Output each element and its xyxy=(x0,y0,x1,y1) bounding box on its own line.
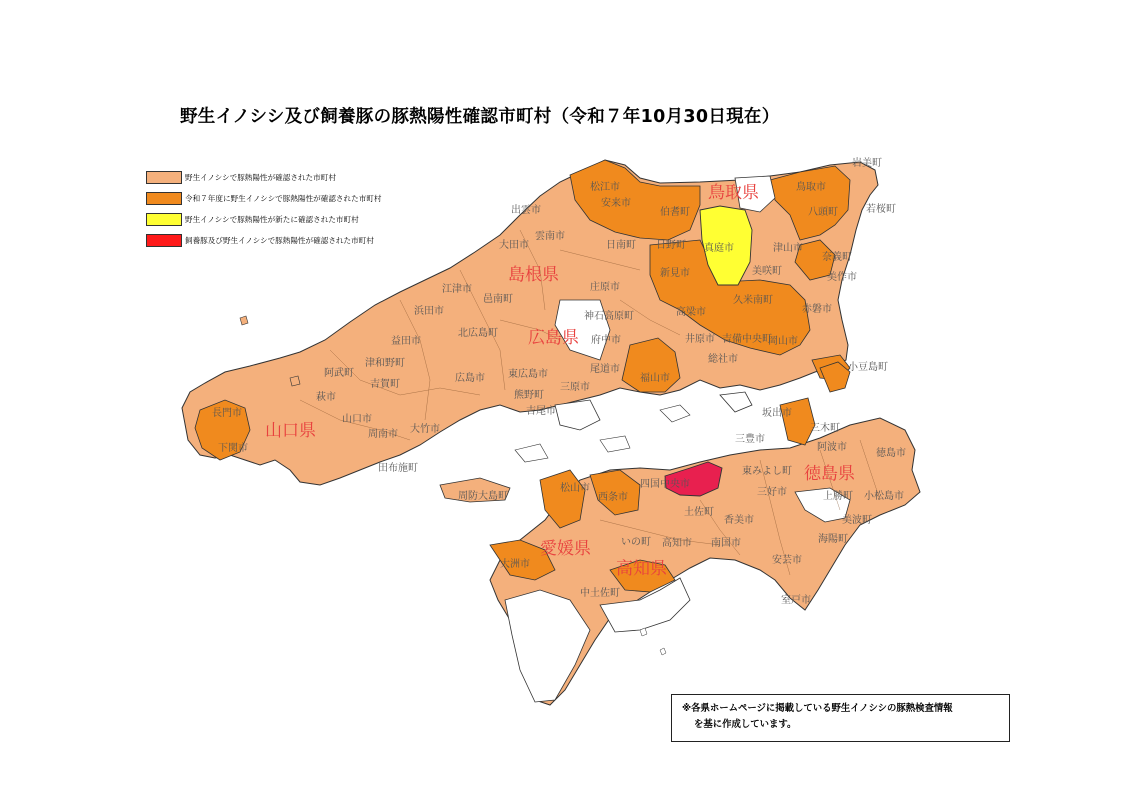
legend-label: 飼養豚及び野生イノシシで豚熱陽性が確認された市町村 xyxy=(185,236,374,245)
muni-label: 東広島市 xyxy=(508,369,548,380)
island xyxy=(600,436,630,452)
muni-label: 大竹市 xyxy=(410,424,440,435)
muni-label: 東みよし町 xyxy=(742,466,792,477)
muni-label: 日南町 xyxy=(606,240,636,251)
muni-label: 雲南市 xyxy=(535,231,565,242)
muni-label: 土佐町 xyxy=(684,507,714,518)
legend-label: 野生イノシシで豚熱陽性が新たに確認された市町村 xyxy=(185,215,359,224)
island xyxy=(290,376,300,386)
pref-label-tokushima: 徳島県 xyxy=(804,464,855,484)
muni-label: 尾道市 xyxy=(590,364,620,375)
legend-label: 令和７年度に野生イノシシで豚熱陽性が確認された市町村 xyxy=(185,194,382,203)
muni-label: 萩市 xyxy=(316,392,336,403)
muni-label: 広島市 xyxy=(455,373,485,384)
muni-label: 岡山市 xyxy=(768,336,798,347)
muni-label: 福山市 xyxy=(640,373,670,384)
muni-label: 庄原市 xyxy=(590,282,620,293)
muni-label: 熊野町 xyxy=(514,390,544,401)
muni-label: 津和野町 xyxy=(365,358,405,369)
muni-label: 北広島町 xyxy=(458,328,498,339)
muni-label: 吉賀町 xyxy=(370,379,400,390)
muni-label: 阿波市 xyxy=(817,442,847,453)
muni-label: 若桜町 xyxy=(866,204,896,215)
muni-label: 三木町 xyxy=(810,423,840,434)
muni-label: 出雲市 xyxy=(511,205,541,216)
muni-label: 松江市 xyxy=(590,182,620,193)
muni-label: 長門市 xyxy=(212,408,242,419)
muni-label: 海陽町 xyxy=(818,534,848,545)
muni-label: 周南市 xyxy=(368,429,398,440)
muni-label: 益田市 xyxy=(391,336,421,347)
muni-label: 小松島市 xyxy=(864,491,904,502)
muni-label: 安芸市 xyxy=(772,555,802,566)
muni-label: 浜田市 xyxy=(414,306,444,317)
island xyxy=(515,444,548,462)
muni-label: 岩美町 xyxy=(852,158,882,169)
pref-label-tottori: 鳥取県 xyxy=(708,183,759,203)
island xyxy=(660,405,690,422)
legend-label: 野生イノシシで豚熱陽性が確認された市町村 xyxy=(185,173,336,182)
pref-label-hiroshima: 広島県 xyxy=(528,328,579,348)
muni-label: 三豊市 xyxy=(735,434,765,445)
muni-label: 周防大島町 xyxy=(458,491,508,502)
note-line-1: ※各県ホームページに掲載している野生イノシシの豚熱検査情報 xyxy=(682,703,953,714)
note-line-2: を基に作成しています。 xyxy=(694,719,797,730)
pref-label-yamaguchi: 山口県 xyxy=(265,421,316,441)
muni-label: 吉尾市 xyxy=(526,406,556,417)
muni-label: 坂出市 xyxy=(762,408,792,419)
muni-label: 神石高原町 xyxy=(584,311,634,322)
muni-label: 下関市 xyxy=(218,443,248,454)
muni-label: 真庭市 xyxy=(704,243,734,254)
muni-label: 高知市 xyxy=(662,538,692,549)
muni-label: 南国市 xyxy=(711,538,741,549)
muni-label: 田布施町 xyxy=(378,463,418,474)
muni-label: 総社市 xyxy=(708,354,738,365)
muni-label: 徳島市 xyxy=(876,448,906,459)
muni-label: 日野町 xyxy=(656,240,686,251)
muni-label: 久米南町 xyxy=(733,295,773,306)
pref-label-ehime: 愛媛県 xyxy=(540,539,591,559)
muni-label: 四国中央市 xyxy=(640,479,690,490)
page-title: 野生イノシシ及び飼養豚の豚熱陽性確認市町村（令和７年10月30日現在） xyxy=(180,107,780,127)
muni-label: 府中市 xyxy=(591,335,621,346)
source-note xyxy=(671,694,1010,742)
muni-label: 津山市 xyxy=(773,243,803,254)
muni-label: 奈義町 xyxy=(822,252,852,263)
muni-label: 美作市 xyxy=(827,272,857,283)
island xyxy=(240,316,248,325)
muni-label: 安来市 xyxy=(601,198,631,209)
muni-label: 中土佐町 xyxy=(580,588,620,599)
muni-label: 八頭町 xyxy=(808,207,838,218)
island xyxy=(555,400,600,430)
muni-label: 高梁市 xyxy=(676,307,706,318)
muni-label: 美波町 xyxy=(842,515,872,526)
muni-label: 室戸市 xyxy=(781,595,811,606)
muni-label: 邑南町 xyxy=(483,294,513,305)
muni-label: 西条市 xyxy=(598,492,628,503)
muni-label: いの町 xyxy=(621,537,651,548)
muni-label: 大洲市 xyxy=(500,559,530,570)
pref-label-kochi: 高知県 xyxy=(616,559,667,579)
muni-label: 吉備中央町 xyxy=(722,334,772,345)
muni-label: 大田市 xyxy=(499,240,529,251)
muni-label: 上勝町 xyxy=(823,491,853,502)
muni-label: 松山市 xyxy=(560,483,590,494)
muni-label: 小豆島町 xyxy=(848,362,888,373)
muni-label: 三好市 xyxy=(757,487,787,498)
muni-label: 伯耆町 xyxy=(660,207,690,218)
region-positive-this-year xyxy=(780,398,815,445)
pref-label-shimane: 島根県 xyxy=(508,265,559,285)
muni-label: 阿武町 xyxy=(324,368,354,379)
muni-label: 三原市 xyxy=(560,382,590,393)
muni-label: 美咲町 xyxy=(752,266,782,277)
muni-label: 赤磐市 xyxy=(802,304,832,315)
island xyxy=(720,392,752,412)
muni-label: 香美市 xyxy=(724,515,754,526)
muni-label: 鳥取市 xyxy=(796,182,826,193)
muni-label: 山口市 xyxy=(342,414,372,425)
muni-label: 江津市 xyxy=(442,284,472,295)
muni-label: 井原市 xyxy=(685,334,715,345)
island xyxy=(660,648,666,655)
muni-label: 新見市 xyxy=(660,268,690,279)
